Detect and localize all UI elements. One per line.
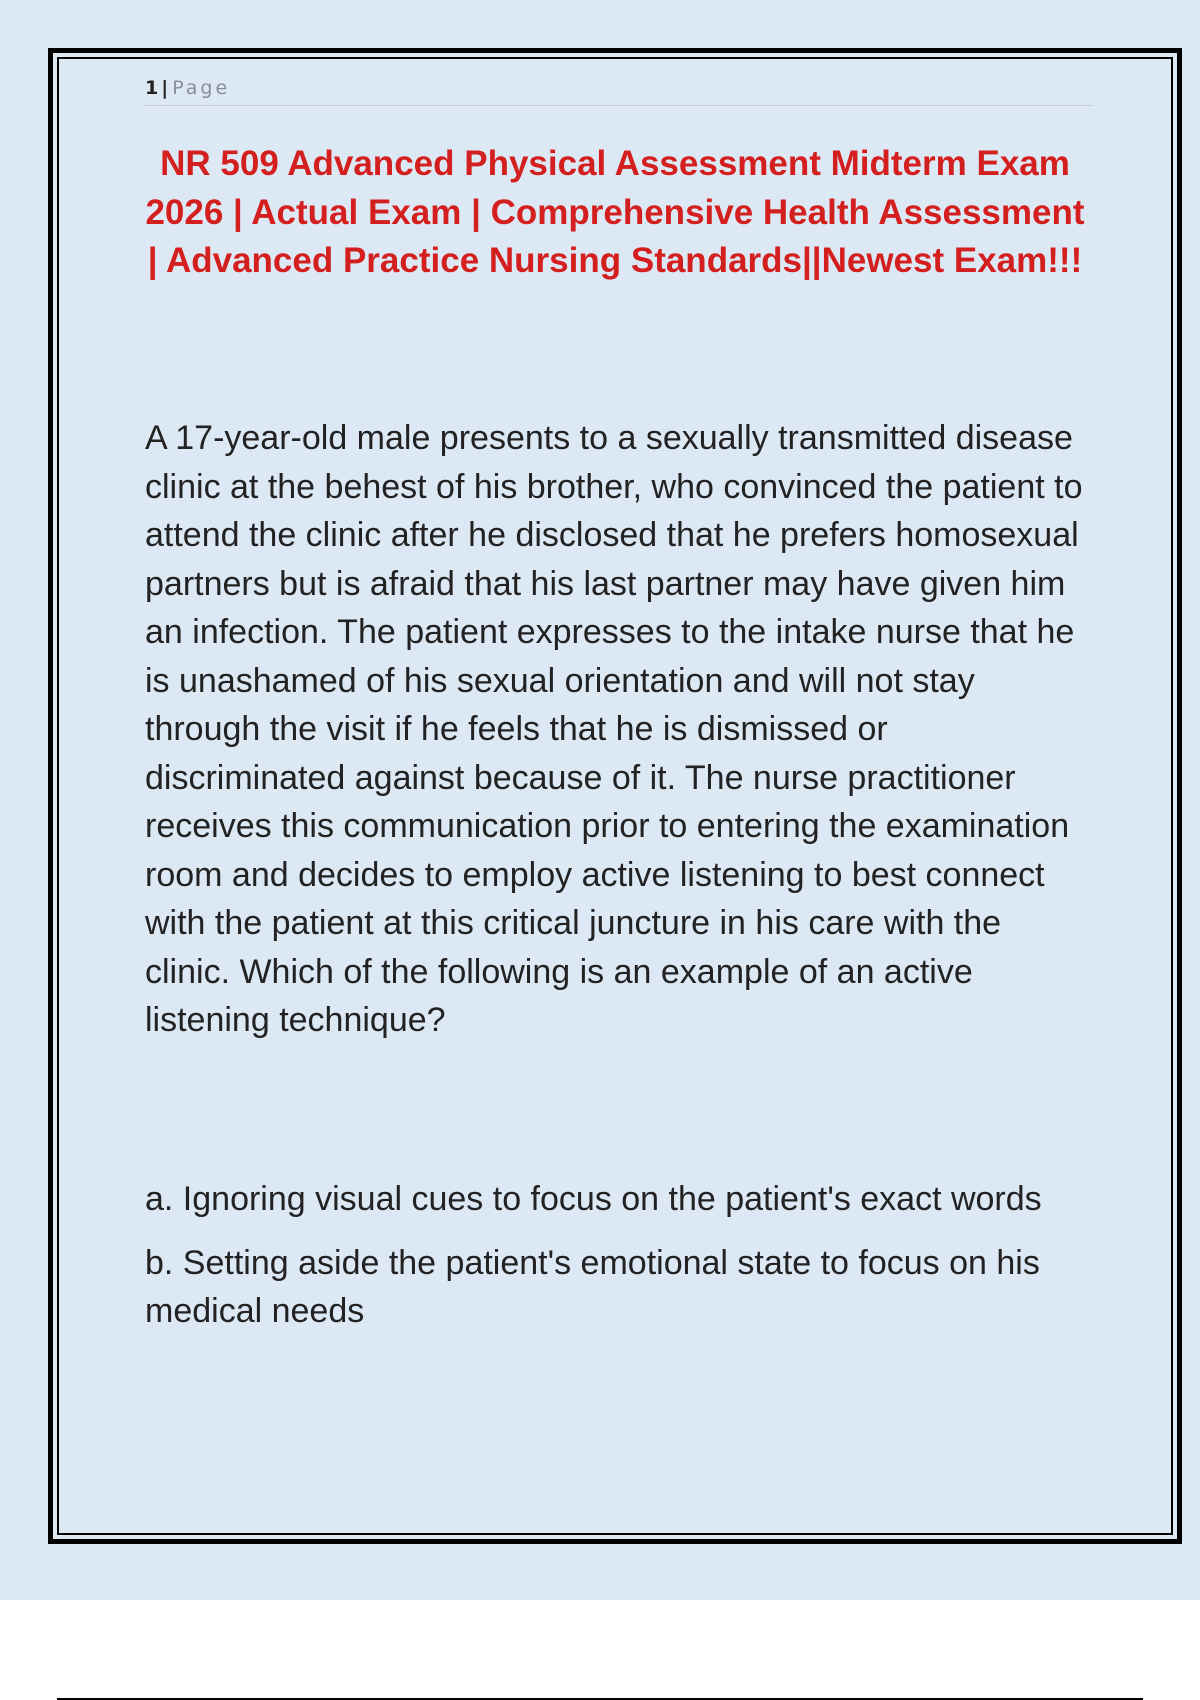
page-header [145, 74, 1093, 106]
answer-option-b: b. Setting aside the patient's emotional state to focus on his medical needs [145, 1244, 1040, 1330]
page-label: Page [172, 77, 231, 99]
document-title: NR 509 Advanced Physical Assessment Midterm Exam 2026 | Actual Exam | Comprehensive Health Assessment | Advanced Practice Nursing Standards||Newest Exam!!! [145, 144, 1085, 280]
answer-option-a: a. Ignoring visual cues to focus on the patient's exact words [145, 1180, 1042, 1218]
answer-options [145, 1175, 1095, 1351]
page-number-separator: | [161, 77, 169, 99]
question-text: A 17-year-old male presents to a sexually transmitted disease clinic at the behest of his brother, who convinced the patient to attend the clinic after he disclosed that he prefers homosexual partners but is afraid that his last partner may have given him an infection. The patient expresses to the intake nurse that he is unashamed of his sexual orientation and will not stay through the visit if he feels that he is dismissed or discriminated against because of it. The nurse practitioner receives this communication prior to entering the examination room and decides to employ active listening to best connect with the patient at this critical juncture in his care with the clinic. Which of the following is an example of an active listening technique? [145, 419, 1083, 1039]
page-number: 1 [145, 77, 159, 99]
